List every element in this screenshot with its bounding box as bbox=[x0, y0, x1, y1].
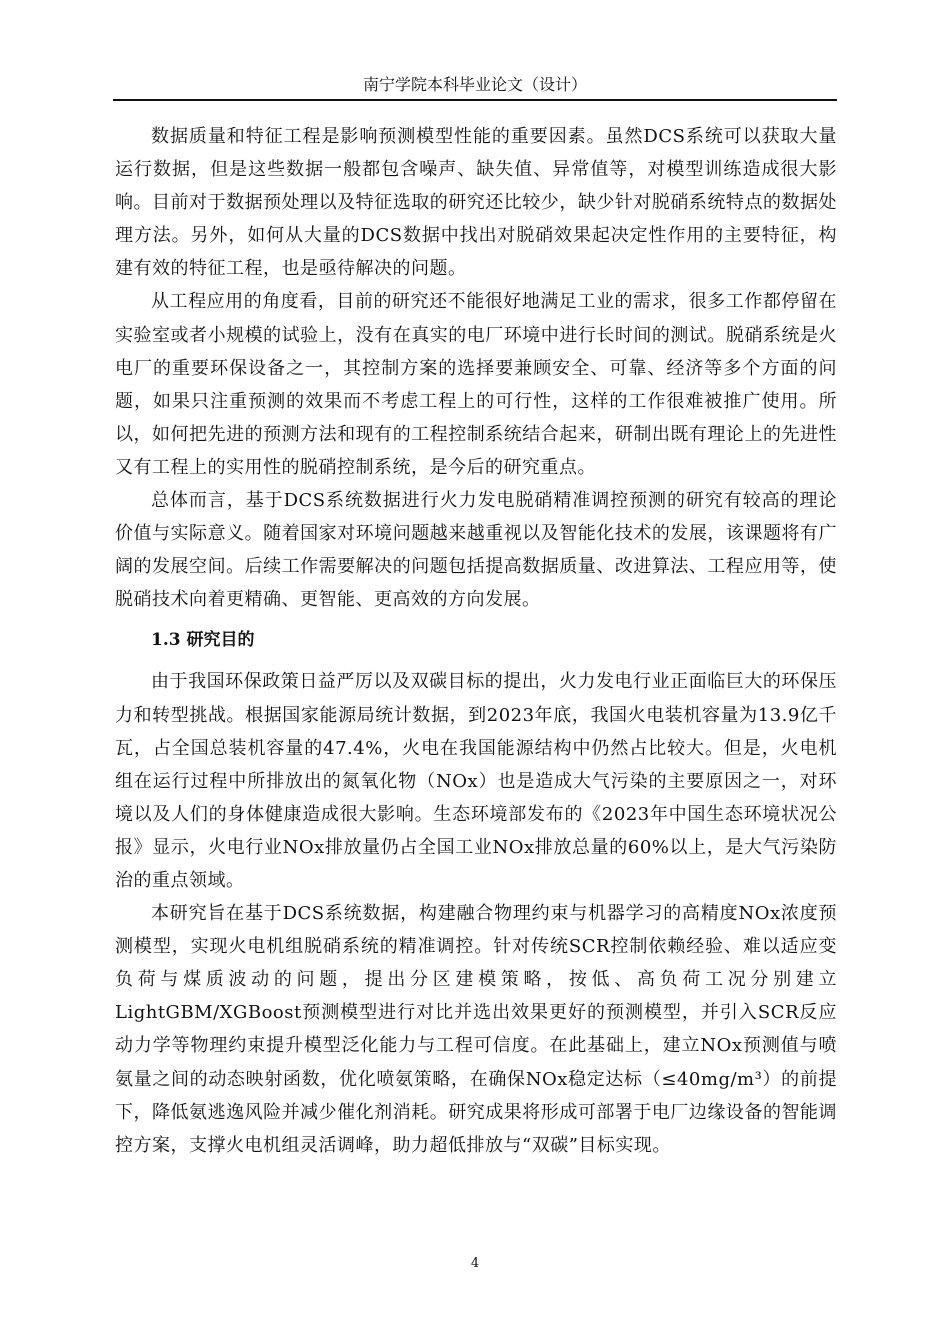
page-header bbox=[113, 74, 837, 101]
page-number: 4 bbox=[470, 1256, 480, 1271]
body-paragraph: 从工程应用的角度看，目前的研究还不能很好地满足工业的需求，很多工作都停留在实验室或者小规模的试验上，没有在真实的电厂环境中进行长时间的测试。脱硝系统是火电厂的重要环保设备之一，其控制方案的选择要兼顾安全、可靠、经济等多个方面的问题，如果只注重预测的效果而不考虑工程上的可行性，这样的工作很难被推广使用。所以，如何把先进的预测方法和现有的工程控制系统结合起来，研制出既有理论上的先进性又有工程上的实用性的脱硝控制系统，是今后的研究重点。 bbox=[115, 291, 837, 478]
body-paragraph: 总体而言，基于DCS系统数据进行火力发电脱硝精准调控预测的研究有较高的理论价值与实际意义。随着国家对环境问题越来越重视以及智能化技术的发展，该课题将有广阔的发展空间。后续工作需要解决的问题包括提高数据质量、改进算法、工程应用等，使脱硝技术向着更精确、更智能、更高效的方向发展。 bbox=[115, 490, 837, 611]
body-paragraph: 由于我国环保政策日益严厉以及双碳目标的提出，火力发电行业正面临巨大的环保压力和转型挑战。根据国家能源局统计数据，到2023年底，我国火电装机容量为13.9亿千瓦，占全国总装机容量的47.4%，火电在我国能源结构中仍然占比较大。但是，火电机组在运行过程中所排放出的氮氧化物（NOx）也是造成大气污染的主要原因之一，对环境以及人们的身体健康造成很大影响。生态环境部发布的《2023年中国生态环境状况公报》显示，火电行业NOx排放量仍占全国工业NOx排放总量的60%以上，是大气污染防治的重点领域。 bbox=[115, 671, 837, 891]
header-title: 南宁学院本科毕业论文（设计） bbox=[362, 75, 587, 94]
body-paragraph: 本研究旨在基于DCS系统数据，构建融合物理约束与机器学习的高精度NOx浓度预测模型，实现火电机组脱硝系统的精准调控。针对传统SCR控制依赖经验、难以适应变负荷与煤质波动的问题，提出分区建模策略，按低、高负荷工况分别建立LightGBM/XGBoost预测模型进行对比并选出效果更好的预测模型，并引入SCR反应动力学等物理约束提升模型泛化能力与工程可信度。在此基础上，建立NOx预测值与喷氨量之间的动态映射函数，优化喷氨策略，在确保NOx稳定达标（≤40mg/m³）的前提下，降低氨逃逸风险并减少催化剂消耗。研究成果将形成可部署于电厂边缘设备的智能调控方案，支撑火电机组灵活调峰，助力超低排放与“双碳”目标实现。 bbox=[115, 903, 837, 1156]
body-paragraph: 数据质量和特征工程是影响预测模型性能的重要因素。虽然DCS系统可以获取大量运行数据，但是这些数据一般都包含噪声、缺失值、异常值等，对模型训练造成很大影响。目前对于数据预处理以及特征选取的研究还比较少，缺少针对脱硝系统特点的数据处理方法。另外，如何从大量的DCS数据中找出对脱硝效果起决定性作用的主要特征，构建有效的特征工程，也是亟待解决的问题。 bbox=[115, 126, 837, 280]
section-heading: 1.3 研究目的 bbox=[151, 630, 255, 651]
document-body bbox=[115, 120, 837, 1162]
